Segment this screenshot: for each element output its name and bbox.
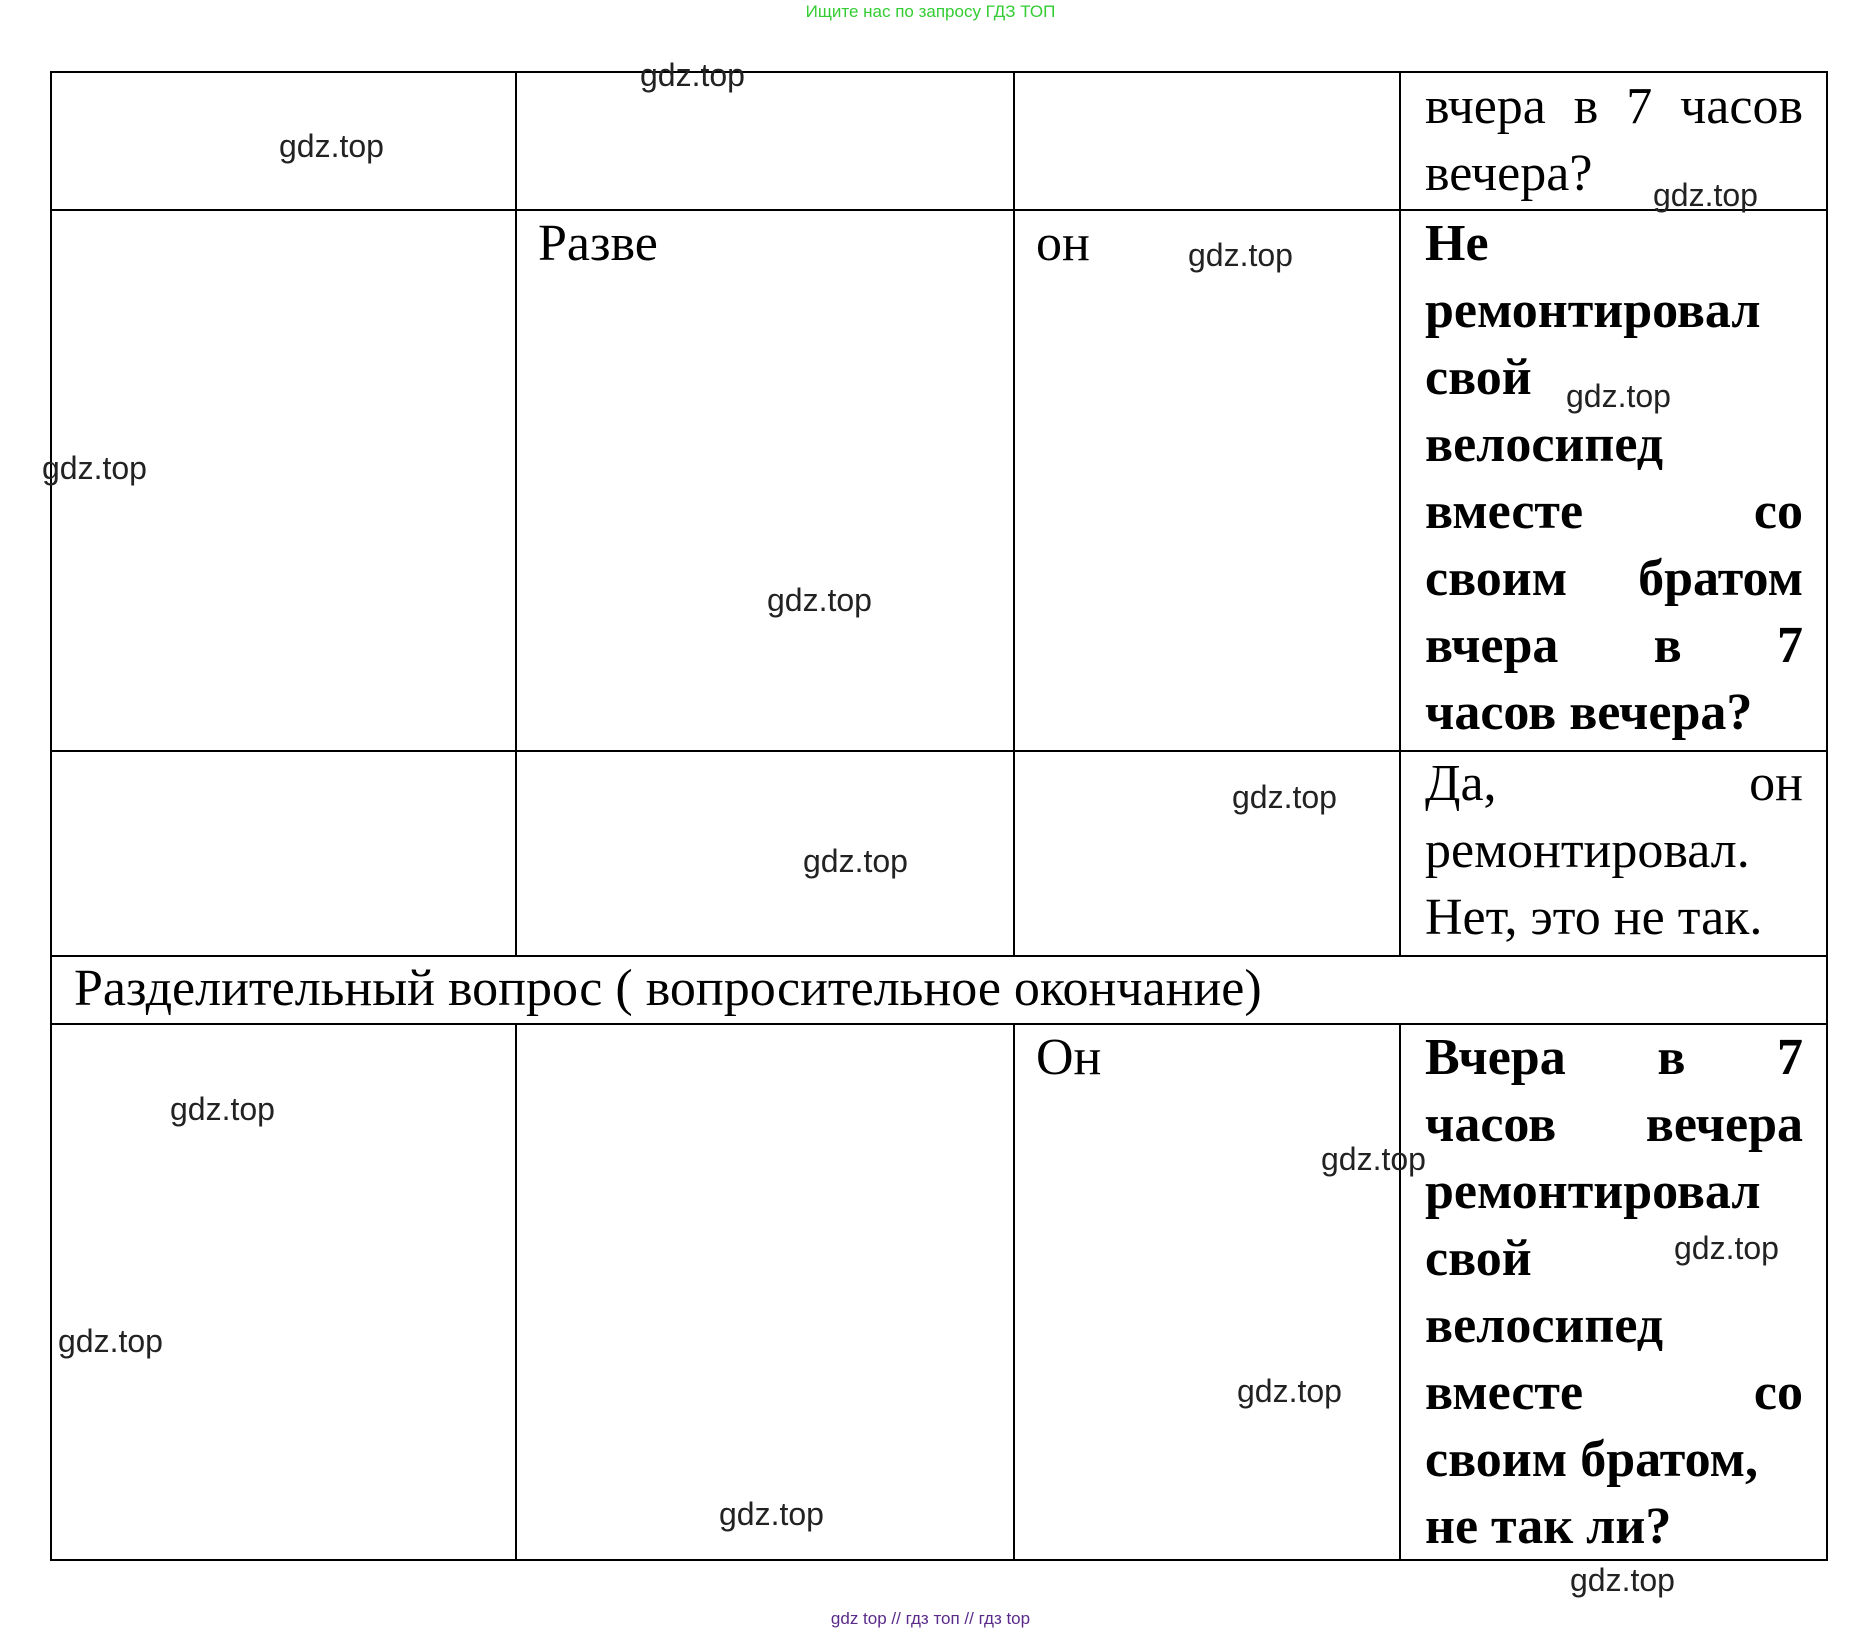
watermark: gdz.top [1188,237,1293,273]
grammar-table [50,71,1828,1561]
row2-col2-text: Разве [538,215,658,272]
watermark: gdz.top [767,582,872,618]
text-line: вечера? [1425,145,1593,202]
section-header: Разделительный вопрос ( вопросительное окончание) [74,960,1262,1017]
watermark: gdz.top [1566,378,1671,414]
row3-col4-answer [1425,750,1803,951]
column-divider [1399,73,1401,955]
text-line: свой [1425,1230,1532,1287]
text-line: свой [1425,349,1532,406]
text-line: часов вечера [1425,1096,1803,1153]
watermark: gdz.top [803,843,908,879]
watermark: gdz.top [1653,177,1758,213]
row1-col4-text [1425,73,1803,140]
watermark: gdz.top [170,1091,275,1127]
text-line: часов вечера? [1425,684,1753,741]
text-line: вчера в 7 [1425,617,1803,674]
text-line: велосипед [1425,1297,1664,1354]
watermark: gdz.top [640,57,745,93]
text-line: своим братом [1425,550,1803,607]
column-divider [1013,1023,1015,1561]
text-line: не так ли? [1425,1498,1672,1555]
watermark: gdz.top [1674,1230,1779,1266]
watermark: gdz.top [1232,779,1337,815]
watermark: gdz.top [58,1323,163,1359]
search-hint-banner: Ищите нас по запросу ГДЗ ТОП [805,2,1056,21]
watermark: gdz.top [1570,1562,1675,1598]
text-line: Да, он [1425,755,1803,812]
text-line: своим братом, [1425,1431,1759,1488]
text-line: вчера в 7 часов [1425,78,1803,135]
text-line: ремонтировал [1425,282,1761,339]
text-line: Нет, это не так. [1425,889,1763,946]
column-divider [1013,73,1015,955]
column-divider [515,73,517,955]
watermark: gdz.top [42,450,147,486]
watermark: gdz.top [279,128,384,164]
row2-col3-text: он [1036,215,1090,272]
watermark: gdz.top [719,1496,824,1532]
column-divider [515,1023,517,1561]
text-line: Не [1425,215,1489,272]
column-divider [1399,1023,1401,1561]
text-line: ремонтировал [1425,1163,1761,1220]
text-line: Вчера в 7 [1425,1029,1803,1086]
watermark: gdz.top [1321,1141,1426,1177]
footer-banner: gdz top // гдз топ // гдз top [830,1609,1031,1628]
row4-col4-question [1425,1024,1803,1560]
text-line: вместе со [1425,1364,1803,1421]
text-line: вместе со [1425,483,1803,540]
row4-col3-text: Он [1036,1029,1102,1086]
text-line: ремонтировал. [1425,822,1750,879]
row2-col4-question [1425,210,1803,746]
text-line: велосипед [1425,416,1664,473]
watermark: gdz.top [1237,1373,1342,1409]
